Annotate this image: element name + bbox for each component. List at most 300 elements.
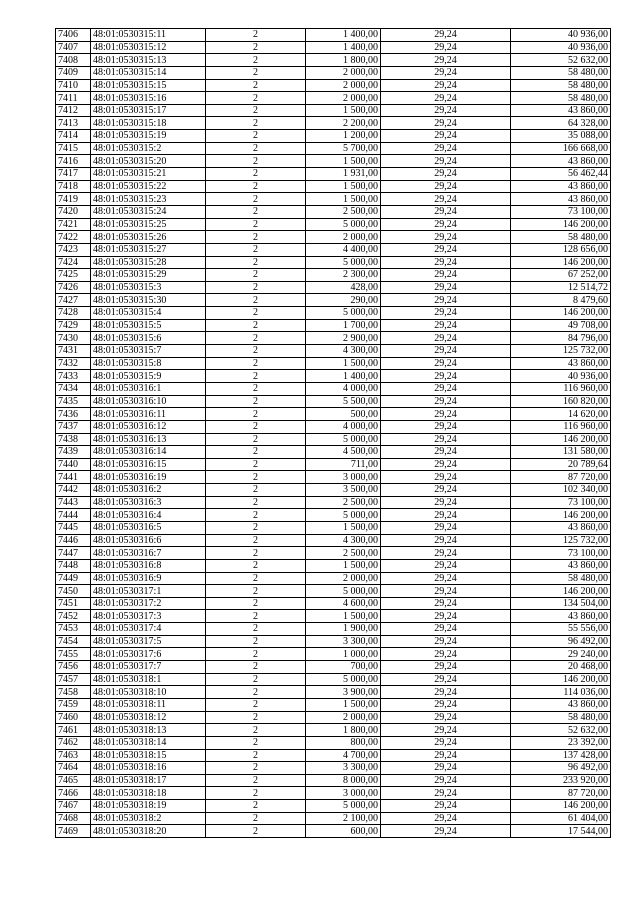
category-code-cell: 2 (206, 800, 306, 813)
category-code-cell: 2 (206, 661, 306, 674)
cadastral-number-cell: 48:01:0530315:5 (91, 319, 206, 332)
row-number-cell: 7438 (56, 433, 91, 446)
row-number-cell: 7455 (56, 648, 91, 661)
cadastral-value-cell: 87 720,00 (511, 787, 611, 800)
rate-cell: 29,24 (381, 673, 511, 686)
table-row (56, 800, 611, 813)
cadastral-value-cell: 87 720,00 (511, 471, 611, 484)
area-cell: 4 000,00 (306, 420, 381, 433)
table-row (56, 256, 611, 269)
area-cell: 1 500,00 (306, 610, 381, 623)
row-number-cell: 7444 (56, 509, 91, 522)
cadastral-value-cell: 137 428,00 (511, 749, 611, 762)
cadastral-number-cell: 48:01:0530318:12 (91, 711, 206, 724)
row-number-cell: 7456 (56, 661, 91, 674)
cadastral-number-cell: 48:01:0530316:8 (91, 559, 206, 572)
table-row (56, 180, 611, 193)
row-number-cell: 7425 (56, 269, 91, 282)
cadastral-value-cell: 43 860,00 (511, 698, 611, 711)
category-code-cell: 2 (206, 471, 306, 484)
area-cell: 5 000,00 (306, 800, 381, 813)
rate-cell: 29,24 (381, 92, 511, 105)
category-code-cell: 2 (206, 825, 306, 838)
area-cell: 1 931,00 (306, 168, 381, 181)
row-number-cell: 7453 (56, 623, 91, 636)
category-code-cell: 2 (206, 509, 306, 522)
cadastral-number-cell: 48:01:0530318:1 (91, 673, 206, 686)
rate-cell: 29,24 (381, 408, 511, 421)
table-row (56, 319, 611, 332)
cadastral-number-cell: 48:01:0530316:12 (91, 420, 206, 433)
cadastral-number-cell: 48:01:0530315:12 (91, 41, 206, 54)
row-number-cell: 7441 (56, 471, 91, 484)
cadastral-number-cell: 48:01:0530315:20 (91, 155, 206, 168)
row-number-cell: 7408 (56, 54, 91, 67)
row-number-cell: 7469 (56, 825, 91, 838)
category-code-cell: 2 (206, 155, 306, 168)
cadastral-number-cell: 48:01:0530316:4 (91, 509, 206, 522)
area-cell: 2 900,00 (306, 332, 381, 345)
category-code-cell: 2 (206, 446, 306, 459)
category-code-cell: 2 (206, 319, 306, 332)
row-number-cell: 7461 (56, 724, 91, 737)
category-code-cell: 2 (206, 686, 306, 699)
row-number-cell: 7436 (56, 408, 91, 421)
row-number-cell: 7421 (56, 218, 91, 231)
rate-cell: 29,24 (381, 736, 511, 749)
rate-cell: 29,24 (381, 382, 511, 395)
area-cell: 711,00 (306, 458, 381, 471)
category-code-cell: 2 (206, 294, 306, 307)
row-number-cell: 7423 (56, 243, 91, 256)
category-code-cell: 2 (206, 79, 306, 92)
table-row (56, 294, 611, 307)
cadastral-value-cell: 58 480,00 (511, 572, 611, 585)
table-row (56, 420, 611, 433)
cadastral-value-cell: 56 462,44 (511, 168, 611, 181)
row-number-cell: 7422 (56, 231, 91, 244)
area-cell: 2 000,00 (306, 66, 381, 79)
row-number-cell: 7416 (56, 155, 91, 168)
row-number-cell: 7407 (56, 41, 91, 54)
cadastral-value-cell: 84 796,00 (511, 332, 611, 345)
row-number-cell: 7428 (56, 307, 91, 320)
cadastral-number-cell: 48:01:0530315:16 (91, 92, 206, 105)
cadastral-value-cell: 73 100,00 (511, 205, 611, 218)
rate-cell: 29,24 (381, 471, 511, 484)
cadastral-value-cell: 23 392,00 (511, 736, 611, 749)
rate-cell: 29,24 (381, 572, 511, 585)
cadastral-value-cell: 73 100,00 (511, 496, 611, 509)
row-number-cell: 7445 (56, 521, 91, 534)
rate-cell: 29,24 (381, 420, 511, 433)
cadastral-number-cell: 48:01:0530318:15 (91, 749, 206, 762)
cadastral-number-cell: 48:01:0530315:7 (91, 345, 206, 358)
rate-cell: 29,24 (381, 307, 511, 320)
cadastral-number-cell: 48:01:0530318:14 (91, 736, 206, 749)
cadastral-number-cell: 48:01:0530315:11 (91, 29, 206, 42)
cadastral-number-cell: 48:01:0530316:2 (91, 484, 206, 497)
area-cell: 1 500,00 (306, 559, 381, 572)
table-row (56, 41, 611, 54)
table-row (56, 724, 611, 737)
cadastral-number-cell: 48:01:0530317:5 (91, 635, 206, 648)
category-code-cell: 2 (206, 762, 306, 775)
cadastral-value-cell: 146 200,00 (511, 256, 611, 269)
cadastral-number-cell: 48:01:0530318:20 (91, 825, 206, 838)
table-row (56, 484, 611, 497)
table-row (56, 812, 611, 825)
cadastral-number-cell: 48:01:0530318:19 (91, 800, 206, 813)
cadastral-number-cell: 48:01:0530317:1 (91, 585, 206, 598)
cadastral-number-cell: 48:01:0530316:5 (91, 521, 206, 534)
cadastral-number-cell: 48:01:0530318:10 (91, 686, 206, 699)
area-cell: 5 000,00 (306, 585, 381, 598)
area-cell: 1 400,00 (306, 370, 381, 383)
rate-cell: 29,24 (381, 231, 511, 244)
area-cell: 2 500,00 (306, 547, 381, 560)
category-code-cell: 2 (206, 205, 306, 218)
row-number-cell: 7419 (56, 193, 91, 206)
row-number-cell: 7449 (56, 572, 91, 585)
table-row (56, 521, 611, 534)
table-row (56, 231, 611, 244)
area-cell: 1 800,00 (306, 54, 381, 67)
area-cell: 2 000,00 (306, 711, 381, 724)
row-number-cell: 7459 (56, 698, 91, 711)
table-row (56, 155, 611, 168)
table-row (56, 597, 611, 610)
rate-cell: 29,24 (381, 800, 511, 813)
area-cell: 1 900,00 (306, 623, 381, 636)
table-row (56, 104, 611, 117)
category-code-cell: 2 (206, 572, 306, 585)
row-number-cell: 7435 (56, 395, 91, 408)
row-number-cell: 7412 (56, 104, 91, 117)
area-cell: 3 000,00 (306, 471, 381, 484)
cadastral-value-cell: 61 404,00 (511, 812, 611, 825)
cadastral-number-cell: 48:01:0530316:7 (91, 547, 206, 560)
cadastral-number-cell: 48:01:0530317:6 (91, 648, 206, 661)
area-cell: 4 400,00 (306, 243, 381, 256)
cadastral-value-cell: 146 200,00 (511, 673, 611, 686)
rate-cell: 29,24 (381, 79, 511, 92)
rate-cell: 29,24 (381, 648, 511, 661)
row-number-cell: 7432 (56, 357, 91, 370)
category-code-cell: 2 (206, 180, 306, 193)
row-number-cell: 7457 (56, 673, 91, 686)
cadastral-number-cell: 48:01:0530315:27 (91, 243, 206, 256)
rate-cell: 29,24 (381, 66, 511, 79)
category-code-cell: 2 (206, 345, 306, 358)
area-cell: 1 500,00 (306, 521, 381, 534)
category-code-cell: 2 (206, 420, 306, 433)
cadastral-value-cell: 58 480,00 (511, 711, 611, 724)
row-number-cell: 7410 (56, 79, 91, 92)
area-cell: 1 500,00 (306, 193, 381, 206)
cadastral-value-cell: 58 480,00 (511, 231, 611, 244)
rate-cell: 29,24 (381, 345, 511, 358)
rate-cell: 29,24 (381, 294, 511, 307)
cadastral-value-cell: 134 504,00 (511, 597, 611, 610)
row-number-cell: 7413 (56, 117, 91, 130)
table-row (56, 686, 611, 699)
table-row (56, 332, 611, 345)
cadastral-value-cell: 55 556,00 (511, 623, 611, 636)
area-cell: 600,00 (306, 825, 381, 838)
row-number-cell: 7426 (56, 281, 91, 294)
cadastral-value-cell: 12 514,72 (511, 281, 611, 294)
rate-cell: 29,24 (381, 332, 511, 345)
table-row (56, 29, 611, 42)
rate-cell: 29,24 (381, 698, 511, 711)
table-row (56, 661, 611, 674)
cadastral-value-cell: 73 100,00 (511, 547, 611, 560)
cadastral-number-cell: 48:01:0530315:30 (91, 294, 206, 307)
row-number-cell: 7434 (56, 382, 91, 395)
rate-cell: 29,24 (381, 142, 511, 155)
row-number-cell: 7463 (56, 749, 91, 762)
area-cell: 5 000,00 (306, 509, 381, 522)
cadastral-number-cell: 48:01:0530316:11 (91, 408, 206, 421)
category-code-cell: 2 (206, 711, 306, 724)
cadastral-number-cell: 48:01:0530315:18 (91, 117, 206, 130)
table-row (56, 205, 611, 218)
row-number-cell: 7468 (56, 812, 91, 825)
area-cell: 1 500,00 (306, 357, 381, 370)
area-cell: 1 500,00 (306, 180, 381, 193)
table-row (56, 711, 611, 724)
cadastral-number-cell: 48:01:0530315:25 (91, 218, 206, 231)
cadastral-number-cell: 48:01:0530315:19 (91, 130, 206, 143)
area-cell: 2 200,00 (306, 117, 381, 130)
row-number-cell: 7433 (56, 370, 91, 383)
cadastral-number-cell: 48:01:0530318:11 (91, 698, 206, 711)
area-cell: 1 400,00 (306, 29, 381, 42)
area-cell: 1 700,00 (306, 319, 381, 332)
cadastral-value-cell: 131 580,00 (511, 446, 611, 459)
area-cell: 4 700,00 (306, 749, 381, 762)
cadastral-number-cell: 48:01:0530315:22 (91, 180, 206, 193)
area-cell: 5 000,00 (306, 307, 381, 320)
cadastral-value-cell: 52 632,00 (511, 54, 611, 67)
row-number-cell: 7450 (56, 585, 91, 598)
cadastral-value-cell: 146 200,00 (511, 307, 611, 320)
category-code-cell: 2 (206, 256, 306, 269)
rate-cell: 29,24 (381, 130, 511, 143)
cadastral-value-cell: 64 328,00 (511, 117, 611, 130)
cadastral-value-cell: 146 200,00 (511, 433, 611, 446)
category-code-cell: 2 (206, 597, 306, 610)
cadastral-number-cell: 48:01:0530316:13 (91, 433, 206, 446)
area-cell: 700,00 (306, 661, 381, 674)
cadastral-number-cell: 48:01:0530317:3 (91, 610, 206, 623)
area-cell: 5 000,00 (306, 218, 381, 231)
cadastral-number-cell: 48:01:0530315:2 (91, 142, 206, 155)
cadastral-value-cell: 96 492,00 (511, 762, 611, 775)
table-row (56, 787, 611, 800)
cadastral-value-cell: 96 492,00 (511, 635, 611, 648)
cadastral-value-cell: 58 480,00 (511, 79, 611, 92)
row-number-cell: 7417 (56, 168, 91, 181)
category-code-cell: 2 (206, 635, 306, 648)
row-number-cell: 7464 (56, 762, 91, 775)
rate-cell: 29,24 (381, 686, 511, 699)
table-row (56, 496, 611, 509)
cadastral-number-cell: 48:01:0530317:2 (91, 597, 206, 610)
area-cell: 2 000,00 (306, 92, 381, 105)
rate-cell: 29,24 (381, 597, 511, 610)
rate-cell: 29,24 (381, 749, 511, 762)
area-cell: 5 000,00 (306, 433, 381, 446)
category-code-cell: 2 (206, 623, 306, 636)
row-number-cell: 7427 (56, 294, 91, 307)
table-row (56, 736, 611, 749)
rate-cell: 29,24 (381, 117, 511, 130)
table-row (56, 446, 611, 459)
category-code-cell: 2 (206, 231, 306, 244)
table-row (56, 471, 611, 484)
rate-cell: 29,24 (381, 29, 511, 42)
category-code-cell: 2 (206, 812, 306, 825)
cadastral-value-cell: 146 200,00 (511, 800, 611, 813)
table-row (56, 534, 611, 547)
table-row (56, 54, 611, 67)
category-code-cell: 2 (206, 698, 306, 711)
area-cell: 2 500,00 (306, 496, 381, 509)
rate-cell: 29,24 (381, 193, 511, 206)
area-cell: 3 300,00 (306, 635, 381, 648)
cadastral-value-cell: 43 860,00 (511, 193, 611, 206)
cadastral-value-cell: 146 200,00 (511, 218, 611, 231)
category-code-cell: 2 (206, 787, 306, 800)
row-number-cell: 7465 (56, 774, 91, 787)
cadastral-number-cell: 48:01:0530316:14 (91, 446, 206, 459)
cadastral-value-cell: 20 468,00 (511, 661, 611, 674)
table-row (56, 370, 611, 383)
cadastral-value-cell: 128 656,00 (511, 243, 611, 256)
cadastral-value-cell: 102 340,00 (511, 484, 611, 497)
rate-cell: 29,24 (381, 812, 511, 825)
rate-cell: 29,24 (381, 521, 511, 534)
table-row (56, 307, 611, 320)
table-row (56, 79, 611, 92)
rate-cell: 29,24 (381, 180, 511, 193)
cadastral-number-cell: 48:01:0530316:10 (91, 395, 206, 408)
row-number-cell: 7414 (56, 130, 91, 143)
cadastral-number-cell: 48:01:0530316:15 (91, 458, 206, 471)
rate-cell: 29,24 (381, 825, 511, 838)
cadastral-value-cell: 29 240,00 (511, 648, 611, 661)
row-number-cell: 7420 (56, 205, 91, 218)
row-number-cell: 7451 (56, 597, 91, 610)
area-cell: 3 900,00 (306, 686, 381, 699)
row-number-cell: 7448 (56, 559, 91, 572)
cadastral-value-cell: 35 088,00 (511, 130, 611, 143)
area-cell: 2 100,00 (306, 812, 381, 825)
cadastral-value-cell: 43 860,00 (511, 610, 611, 623)
rate-cell: 29,24 (381, 711, 511, 724)
cadastral-number-cell: 48:01:0530318:17 (91, 774, 206, 787)
category-code-cell: 2 (206, 66, 306, 79)
table-row (56, 610, 611, 623)
table-row (56, 547, 611, 560)
area-cell: 2 000,00 (306, 572, 381, 585)
row-number-cell: 7411 (56, 92, 91, 105)
cadastral-number-cell: 48:01:0530317:4 (91, 623, 206, 636)
cadastral-number-cell: 48:01:0530318:16 (91, 762, 206, 775)
cadastral-number-cell: 48:01:0530315:8 (91, 357, 206, 370)
area-cell: 428,00 (306, 281, 381, 294)
category-code-cell: 2 (206, 724, 306, 737)
table-row (56, 509, 611, 522)
cadastral-value-cell: 58 480,00 (511, 92, 611, 105)
row-number-cell: 7452 (56, 610, 91, 623)
area-cell: 5 000,00 (306, 256, 381, 269)
table-row (56, 218, 611, 231)
area-cell: 4 500,00 (306, 446, 381, 459)
rate-cell: 29,24 (381, 534, 511, 547)
area-cell: 1 500,00 (306, 155, 381, 168)
cadastral-value-cell: 160 820,00 (511, 395, 611, 408)
cadastral-value-cell: 125 732,00 (511, 534, 611, 547)
cadastral-number-cell: 48:01:0530315:14 (91, 66, 206, 79)
area-cell: 2 000,00 (306, 231, 381, 244)
category-code-cell: 2 (206, 168, 306, 181)
cadastral-value-cell: 43 860,00 (511, 521, 611, 534)
category-code-cell: 2 (206, 559, 306, 572)
cadastral-number-cell: 48:01:0530315:4 (91, 307, 206, 320)
table-row (56, 345, 611, 358)
category-code-cell: 2 (206, 458, 306, 471)
category-code-cell: 2 (206, 484, 306, 497)
cadastral-value-cell: 40 936,00 (511, 41, 611, 54)
cadastral-number-cell: 48:01:0530316:1 (91, 382, 206, 395)
rate-cell: 29,24 (381, 446, 511, 459)
area-cell: 3 500,00 (306, 484, 381, 497)
table-row (56, 269, 611, 282)
cadastral-value-cell: 17 544,00 (511, 825, 611, 838)
area-cell: 1 500,00 (306, 104, 381, 117)
cadastral-number-cell: 48:01:0530318:18 (91, 787, 206, 800)
rate-cell: 29,24 (381, 724, 511, 737)
rate-cell: 29,24 (381, 661, 511, 674)
category-code-cell: 2 (206, 41, 306, 54)
table-row (56, 117, 611, 130)
table-row (56, 774, 611, 787)
rate-cell: 29,24 (381, 787, 511, 800)
cadastral-value-cell: 40 936,00 (511, 370, 611, 383)
row-number-cell: 7429 (56, 319, 91, 332)
table-row (56, 572, 611, 585)
cadastral-number-cell: 48:01:0530315:23 (91, 193, 206, 206)
category-code-cell: 2 (206, 104, 306, 117)
table-row (56, 92, 611, 105)
category-code-cell: 2 (206, 648, 306, 661)
category-code-cell: 2 (206, 382, 306, 395)
category-code-cell: 2 (206, 736, 306, 749)
cadastral-number-cell: 48:01:0530315:6 (91, 332, 206, 345)
cadastral-number-cell: 48:01:0530315:15 (91, 79, 206, 92)
table-row (56, 357, 611, 370)
cadastral-number-cell: 48:01:0530316:9 (91, 572, 206, 585)
row-number-cell: 7443 (56, 496, 91, 509)
rate-cell: 29,24 (381, 585, 511, 598)
category-code-cell: 2 (206, 54, 306, 67)
cadastral-number-cell: 48:01:0530315:13 (91, 54, 206, 67)
cadastral-value-cell: 125 732,00 (511, 345, 611, 358)
row-number-cell: 7424 (56, 256, 91, 269)
